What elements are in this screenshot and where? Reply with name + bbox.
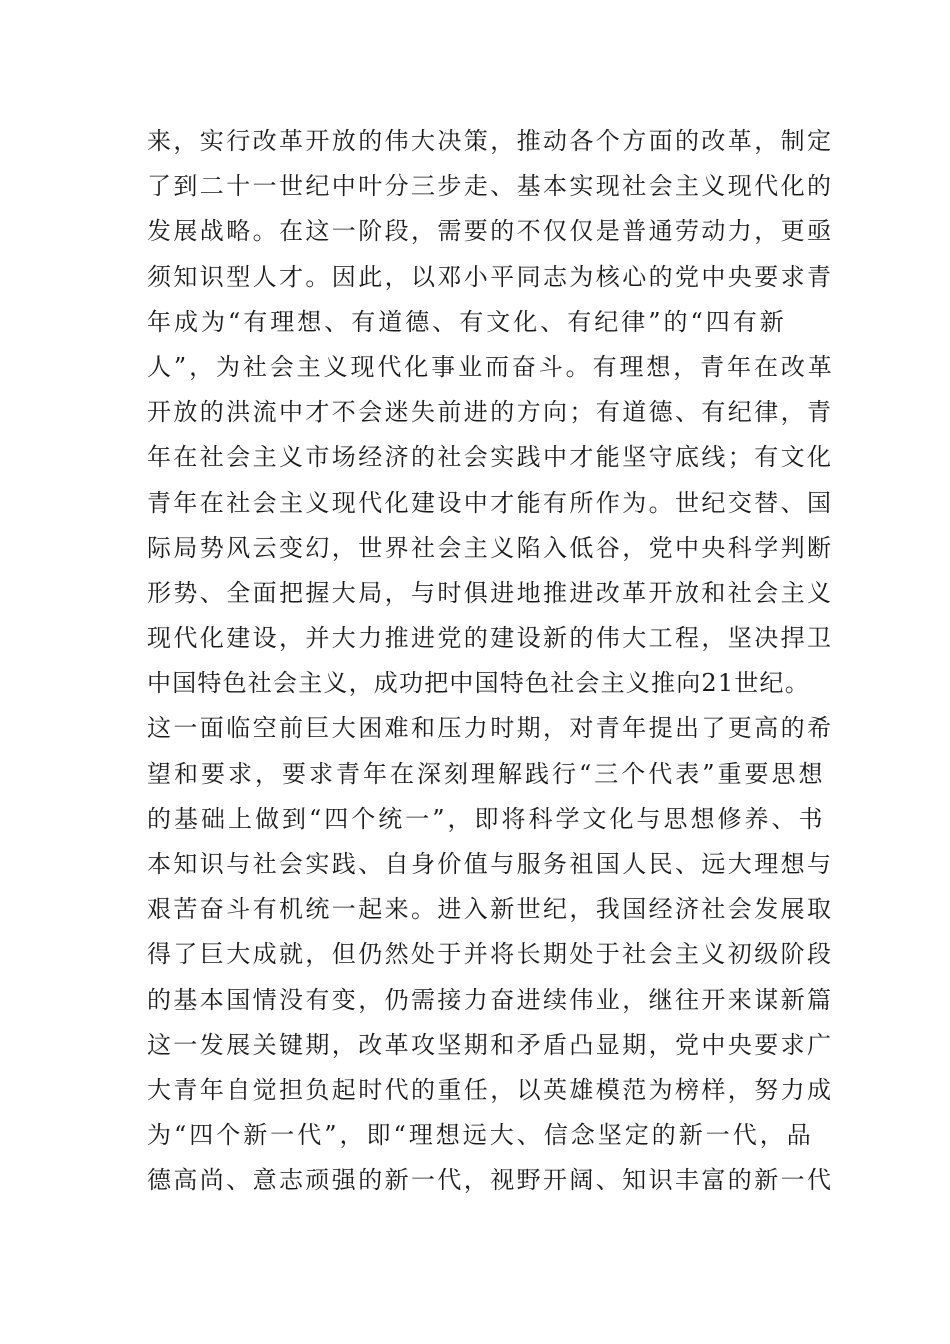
text-line: 得了巨大成就，但仍然处于并将长期处于社会主义初级阶段 bbox=[147, 940, 834, 969]
text-line: 现代化建设，并大力推进党的建设新的伟大工程，坚决捍卫 bbox=[147, 624, 834, 653]
text-line: 中国特色社会主义，成功把中国特色社会主义推向21世纪。 bbox=[147, 669, 810, 698]
text-line: 这一面临空前巨大困难和压力时期，对青年提出了更高的希 bbox=[147, 714, 834, 743]
text-line: 年成为“有理想、有道德、有文化、有纪律”的“四有新 bbox=[147, 307, 787, 336]
text-line: 人”，为社会主义现代化事业而奋斗。有理想，青年在改革 bbox=[147, 352, 835, 381]
text-line: 形势、全面把握大局，与时俱进地推进改革开放和社会主义 bbox=[147, 578, 834, 607]
text-line: 德高尚、意志顽强的新一代，视野开阔、知识丰富的新一代 bbox=[147, 1166, 834, 1195]
text-line: 开放的洪流中才不会迷失前进的方向；有道德、有纪律，青 bbox=[147, 398, 834, 427]
body-paragraph bbox=[147, 119, 837, 1204]
text-line: 本知识与社会实践、自身价值与服务祖国人民、远大理想与 bbox=[147, 850, 834, 878]
text-line: 望和要求，要求青年在深刻理解践行“三个代表”重要思想 bbox=[147, 759, 826, 788]
text-line: 际局势风云变幻，世界社会主义陷入低谷，党中央科学判断 bbox=[147, 533, 834, 562]
text-line: 大青年自觉担负起时代的重任，以英雄模范为榜样，努力成 bbox=[147, 1075, 834, 1104]
text-line: 艰苦奋斗有机统一起来。进入新世纪，我国经济社会发展取 bbox=[147, 895, 834, 924]
text-line: 的基础上做到“四个统一”，即将科学文化与思想修养、书 bbox=[147, 804, 826, 833]
text-line: 来，实行改革开放的伟大决策，推动各个方面的改革，制定 bbox=[147, 127, 834, 155]
text-line: 为“四个新一代”，即“理想远大、信念坚定的新一代，品 bbox=[147, 1121, 814, 1150]
text-line: 须知识型人才。因此，以邓小平同志为核心的党中央要求青 bbox=[147, 262, 834, 291]
text-line: 青年在社会主义现代化建设中才能有所作为。世纪交替、国 bbox=[147, 488, 834, 517]
text-line: 年在社会主义市场经济的社会实践中才能坚守底线；有文化 bbox=[147, 443, 834, 472]
text-line: 的基本国情没有变，仍需接力奋进续伟业，继往开来谋新篇 bbox=[147, 985, 834, 1014]
text-line: 发展战略。在这一阶段，需要的不仅仅是普通劳动力，更亟 bbox=[147, 217, 834, 246]
text-line: 了到二十一世纪中叶分三步走、基本实现社会主义现代化的 bbox=[147, 172, 834, 201]
text-line: 这一发展关键期，改革攻坚期和矛盾凸显期，党中央要求广 bbox=[147, 1030, 834, 1059]
